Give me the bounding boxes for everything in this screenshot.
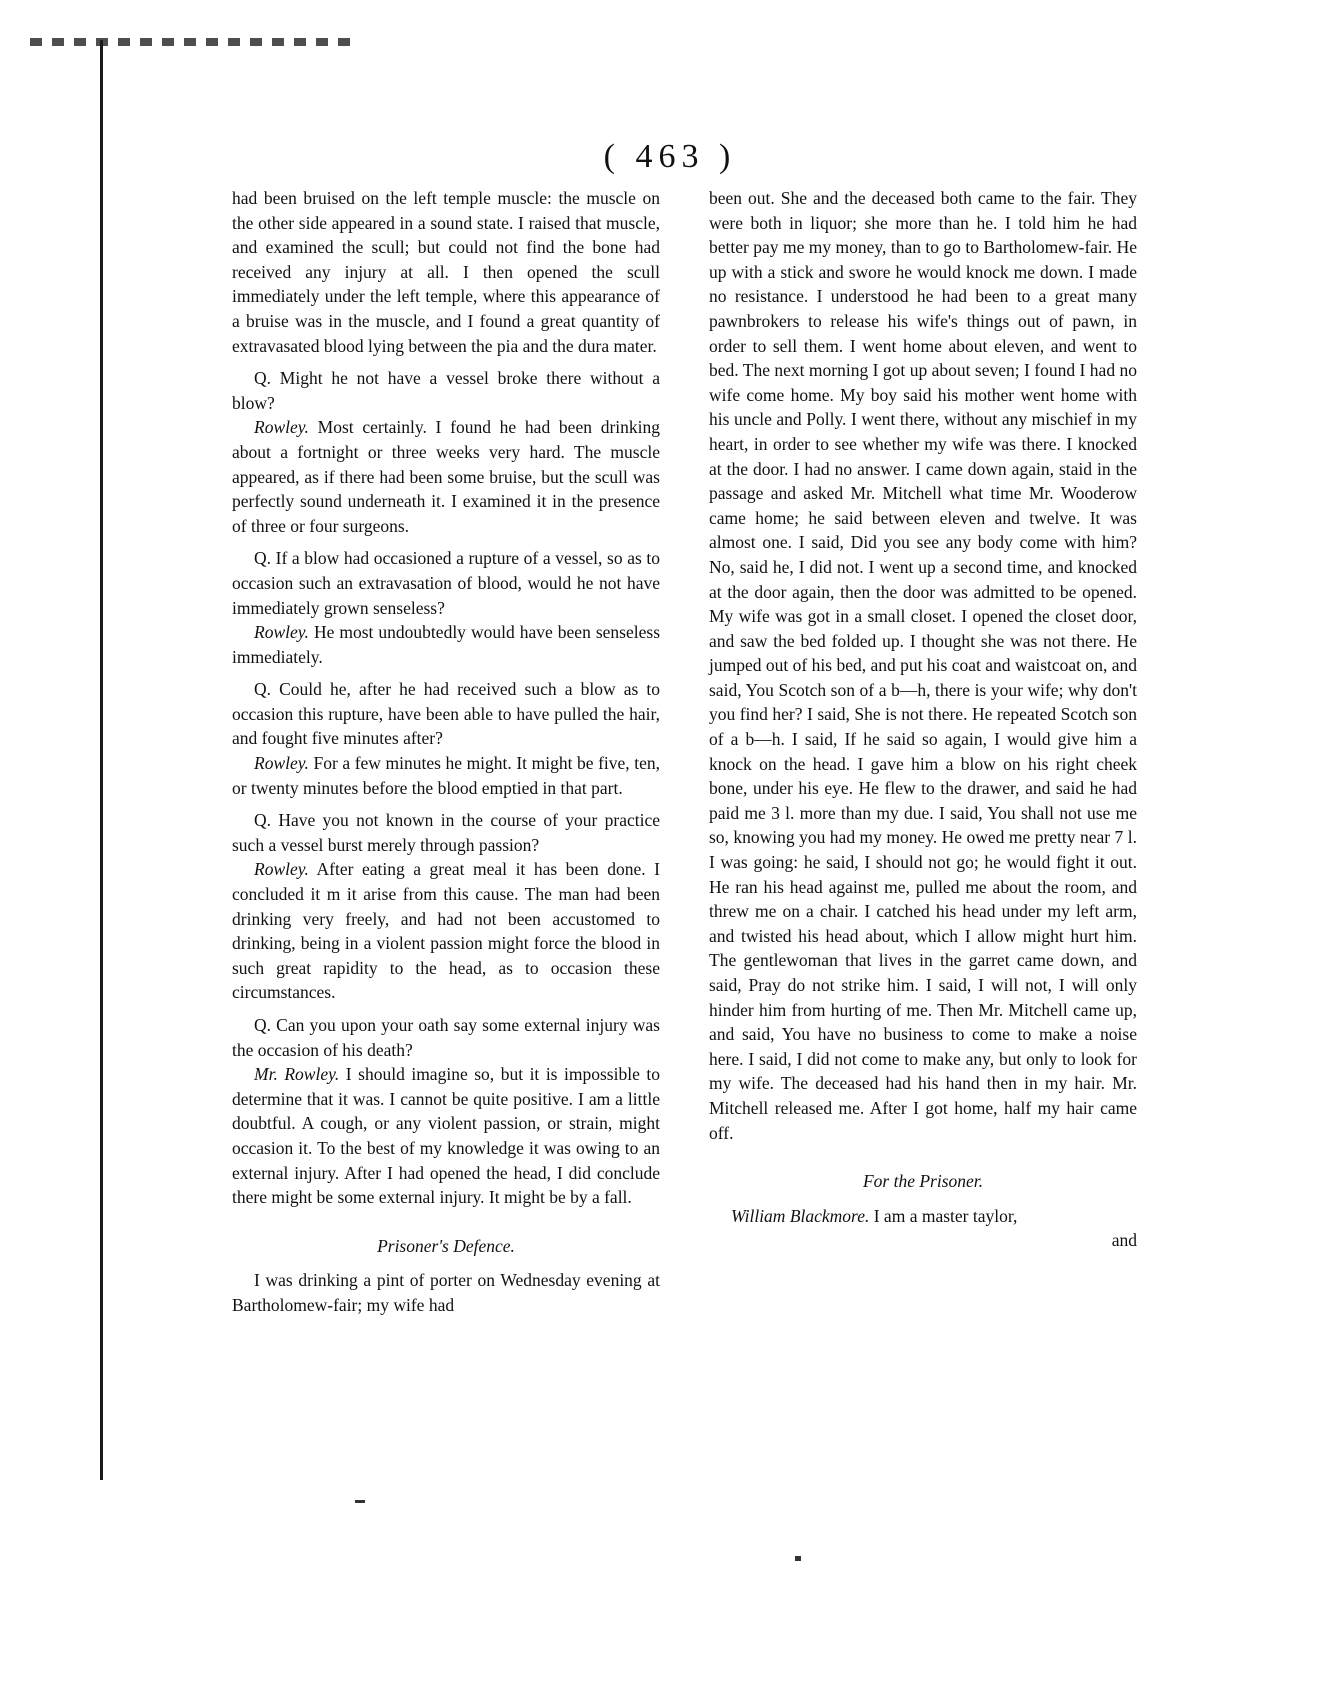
paragraph-text: Q. If a blow had occasioned a rupture of a vessel, so as to occasion such an extravasation of blood, would he not have immediately grown senseless? — [232, 548, 660, 618]
paragraph-text: Most certainly. I found he had been drinking about a fortnight or three weeks very hard. The muscle appeared, as if there had been some bruise, but the scull was perfectly sound underneath it. I examined it in the presence of three or four surgeons. — [232, 417, 660, 536]
section-heading: Prisoner's Defence. — [377, 1235, 515, 1256]
right-column — [709, 186, 1137, 1253]
question-paragraph — [232, 1013, 660, 1062]
paragraph-text: After eating a great meal it has been done. I concluded it m it arise from this cause. The man had been drinking very freely, and had not been accustomed to drinking, being in a violent passion might force the blood in such great rapidity to the head, as to occasion these circumstances. — [232, 859, 660, 1003]
paragraph-text: had been bruised on the left temple muscle: the muscle on the other side appeared in a sound state. I raised that muscle, and examined the scull; but could not find the bone had received any injury at all. I then opened the scull immediately under the left temple, where this appearance of a bruise was in the muscle, and I found a great quantity of extravasated blood lying between the pia and the dura mater. — [232, 188, 660, 356]
question-paragraph — [232, 546, 660, 620]
question-paragraph — [232, 808, 660, 857]
question-paragraph — [232, 677, 660, 751]
paragraph-text: I was drinking a pint of porter on Wednesday evening at Bartholomew-fair; my wife had — [232, 1270, 660, 1315]
speaker-name: Rowley. — [254, 753, 309, 774]
ink-speck — [355, 1500, 365, 1503]
paragraph-text: Q. Can you upon your oath say some external injury was the occasion of his death? — [232, 1015, 660, 1060]
page-number: ( 463 ) — [603, 138, 737, 175]
paragraph-text: I should imagine so, but it is impossible to determine that it was. I cannot be quite positive. I am a little doubtful. A cough, or any violent passion, or strain, might occasion it. To the best of my knowledge it was owing to an external injury. After I had opened the head, I did conclude there might be some external injury. It might be by a fall. — [232, 1064, 660, 1208]
text-paragraph — [709, 186, 1137, 1145]
answer-paragraph — [709, 1204, 1137, 1229]
answer-paragraph — [232, 1062, 660, 1210]
paragraph-text: For a few minutes he might. It might be five, ten, or twenty minutes before the blood emptied in that part. — [232, 753, 660, 798]
catchword: and — [1111, 1230, 1137, 1251]
paragraph-text: Q. Could he, after he had received such a blow as to occasion this rupture, have been able to have pulled the hair, and fought five minutes after? — [232, 679, 660, 749]
page-edge-marks — [30, 38, 360, 46]
binding-edge-line — [100, 40, 103, 1480]
speaker-name: Rowley. — [254, 859, 309, 880]
section-heading: For the Prisoner. — [862, 1171, 984, 1192]
paragraph-text: He most undoubtedly would have been senseless immediately. — [232, 622, 660, 667]
speaker-name: Rowley. — [254, 622, 309, 643]
answer-paragraph — [232, 751, 660, 800]
left-column — [232, 186, 660, 1318]
paragraph-text: I am a master taylor, — [869, 1205, 1018, 1226]
answer-paragraph — [232, 415, 660, 538]
question-paragraph — [232, 366, 660, 415]
speaker-name: Rowley. — [254, 417, 309, 438]
paragraph-text: Q. Have you not known in the course of your practice such a vessel burst merely through passion? — [232, 810, 660, 855]
speaker-name: William Blackmore. — [731, 1205, 870, 1226]
paragraph-text: Q. Might he not have a vessel broke there without a blow? — [232, 368, 660, 413]
paragraph-text: been out. She and the deceased both came to the fair. They were both in liquor; she more than he. I told him he had better pay me my money, than to go to Bartholomew-fair. He up with a stick and swore he would knock me down. I made no resistance. I understood he had been to a great many pawnbrokers to release his wife's things out of pawn, in order to sell them. I went home about eleven, and went to bed. The next morning I got up about seven; I found I had no wife come home. My boy said his mother went home with his uncle and Polly. I went there, without any mischief in my heart, in order to see whether my wife was there. I knocked at the door. I had no answer. I came down again, staid in the passage and asked Mr. Mitchell what time Mr. Wooderow came home; he said between eleven and twelve. It was almost one. I said, Did you see any body come with him? No, said he, I did not. I went up a second time, and knocked at the door again, then the door was admitted to be opened. My wife was got in a small closet. I opened the closet door, and saw the bed folded up. I thought she was not there. He jumped out of his bed, and put his coat and waistcoat on, and said, You Scotch son of a b—h, there is your wife; why don't you find her? I said, She is not there. He repeated Scotch son of a b—h. I said, If he said so again, I would give him a knock on the head. I gave him a blow on his right cheek bone, under his eye. He flew to the drawer, and said he had paid me 3 l. more than my due. I said, You shall not use me so, knowing you had my money. He owed me pretty near 7 l. I was going: he said, I should not go; he would fight it out. He ran his head against me, pulled me about the room, and threw me on a chair. I catched his head under my left arm, and twisted his head about, which I allow might hurt him. The gentlewoman that lives in the garret came down, and said, Pray do not strike him. I said, I will not, I will only hinder him from hurting of me. Then Mr. Mitchell came up, and said, You have no business to come to make a noise here. I said, I did not come to make any, but only to look for my wife. The deceased had his hand then in my hair. Mr. Mitchell released me. After I got home, half my hair came off. — [709, 188, 1137, 1143]
text-paragraph — [232, 1268, 660, 1317]
answer-paragraph — [232, 620, 660, 669]
answer-paragraph — [232, 857, 660, 1005]
speaker-name: Mr. Rowley. — [254, 1064, 340, 1085]
text-paragraph — [232, 186, 660, 358]
ink-speck — [795, 1556, 801, 1561]
